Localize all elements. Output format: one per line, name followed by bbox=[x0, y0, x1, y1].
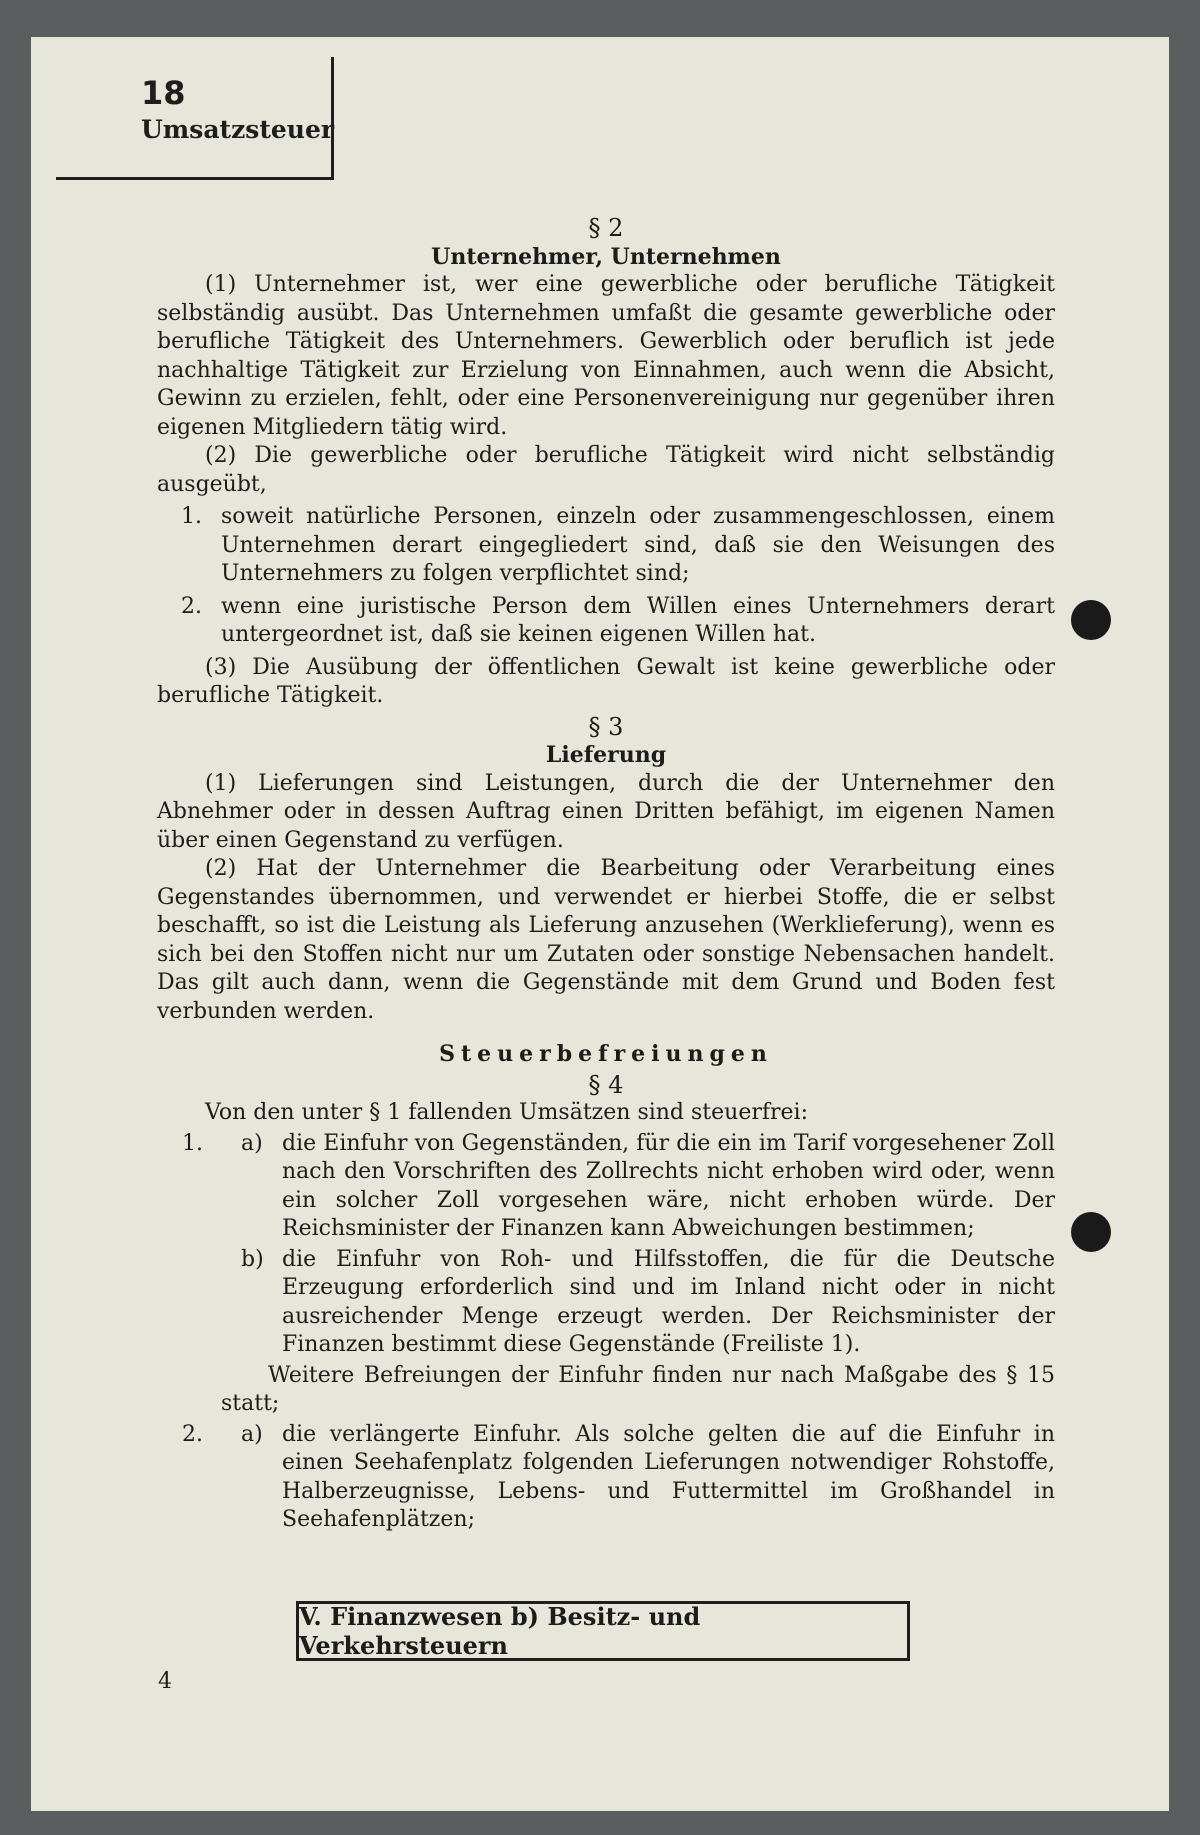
list-item-letter: a) bbox=[241, 1421, 263, 1447]
section-3-title: Lieferung bbox=[545, 742, 667, 768]
list-item-text: die Einfuhr von Gegenständen, für die ein im Tarif vorgesehener Zoll nach den Vorschriften des Zollrechts nicht erhoben wird oder, wenn ein solcher Zoll vorgesehen wäre, nicht erhoben würde. Der Reichsminister der Finanzen kann Abweichungen bestimmen; bbox=[282, 1130, 1055, 1241]
main-text bbox=[157, 212, 1055, 1537]
section-2-title: Unternehmer, Unternehmen bbox=[431, 243, 781, 270]
page-number-top: 18 bbox=[141, 74, 186, 112]
section-4-intro: Von den unter § 1 fallenden Umsätzen sind steuerfrei: bbox=[205, 1100, 808, 1125]
list-item bbox=[157, 503, 1055, 589]
list-continuation bbox=[157, 1362, 1055, 1419]
section-3-number: § 3 bbox=[588, 712, 624, 741]
section-2-paragraph-3: (3) Die Ausübung der öffentlichen Gewalt ist keine gewerbliche oder berufliche Tätigkeit. bbox=[157, 654, 1055, 708]
list-item-text: die Einfuhr von Roh- und Hilfsstoffen, die für die Deutsche Erzeugung erforderlich sind und im Inland nicht oder in nicht ausreichender Menge erzeugt werden. Der Reichsminister der Finanzen bestimmt diese Gegenstände (Freiliste 1). bbox=[282, 1246, 1055, 1357]
section-heading-steuerbefreiungen: Steuerbefreiungen bbox=[439, 1041, 773, 1067]
list-item-letter: a) bbox=[241, 1130, 263, 1156]
punch-hole bbox=[1071, 600, 1111, 640]
list-item-number: 2. bbox=[181, 593, 202, 619]
list-item bbox=[157, 1246, 1055, 1360]
list-item bbox=[157, 1421, 1055, 1535]
section-4-number: § 4 bbox=[588, 1070, 624, 1099]
section-3-paragraph-2: (2) Hat der Unternehmer die Bearbeitung oder Verarbeitung eines Gegenstandes übernommen, und verwendet er hierbei Stoffe, die er selbst beschafft, so ist die Leistung als Lieferung anzusehen (Werklieferung), wenn es sich bei den Stoffen nicht nur um Zutaten oder sonstige Nebensachen handelt. Das gilt auch dann, wenn die Gegenstände mit dem Grund und Boden fest verbunden werden. bbox=[157, 856, 1055, 1024]
page-number-bottom: 4 bbox=[158, 1669, 172, 1694]
running-title: Umsatzsteuer bbox=[141, 115, 335, 144]
section-2-paragraph-2: (2) Die gewerbliche oder berufliche Tätigkeit wird nicht selbständig ausgeübt, bbox=[157, 443, 1055, 497]
list-item bbox=[157, 1130, 1055, 1244]
punch-hole bbox=[1071, 1212, 1111, 1252]
list-item-number: 1. bbox=[182, 1130, 203, 1156]
footer-category-box: V. Finanzwesen b) Besitz- und Verkehrsteuern bbox=[296, 1601, 910, 1661]
list-item-text: wenn eine juristische Person dem Willen eines Unternehmers derart untergeordnet ist, daß sie keinen eigenen Willen hat. bbox=[221, 593, 1055, 647]
section-2-paragraph-1: (1) Unternehmer ist, wer eine gewerbliche oder berufliche Tätigkeit selbständig ausübt. Das Unternehmen umfaßt die gesamte gewerbliche oder berufliche Tätigkeit des Unternehmers. Gewerblich oder beruflich ist jede nachhaltige Tätigkeit zur Erzielung von Einnahmen, auch wenn die Absicht, Gewinn zu erzielen, fehlt, oder eine Personenvereinigung nur gegenüber ihren eigenen Mitgliedern tätig wird. bbox=[157, 272, 1055, 440]
list-item-letter: b) bbox=[241, 1246, 264, 1272]
list-item-text: die verlängerte Einfuhr. Als solche gelten die auf die Einfuhr in einen Seehafenplatz folgenden Lieferungen notwendiger Rohstoffe, Halberzeugnisse, Lebens- und Futtermittel im Großhandel in Seehafenplätzen; bbox=[282, 1421, 1055, 1532]
list-item bbox=[157, 593, 1055, 650]
list-item-number: 1. bbox=[181, 504, 202, 529]
document-page bbox=[31, 37, 1169, 1811]
section-3-paragraph-1: (1) Lieferungen sind Leistungen, durch die der Unternehmer den Abnehmer oder in dessen Auftrag einen Dritten befähigt, im eigenen Namen über einen Gegenstand zu verfügen. bbox=[157, 770, 1055, 853]
list-continuation-text: Weitere Befreiungen der Einfuhr finden nur nach Maßgabe des § 15 statt; bbox=[221, 1362, 1055, 1416]
list-item-text: soweit natürliche Personen, einzeln oder zusammengeschlossen, einem Unternehmen derart eingegliedert sind, daß sie den Weisungen des Unternehmers zu folgen verpflichtet sind; bbox=[221, 504, 1055, 586]
section-2-number: § 2 bbox=[588, 214, 624, 242]
list-item-number: 2. bbox=[182, 1421, 203, 1447]
